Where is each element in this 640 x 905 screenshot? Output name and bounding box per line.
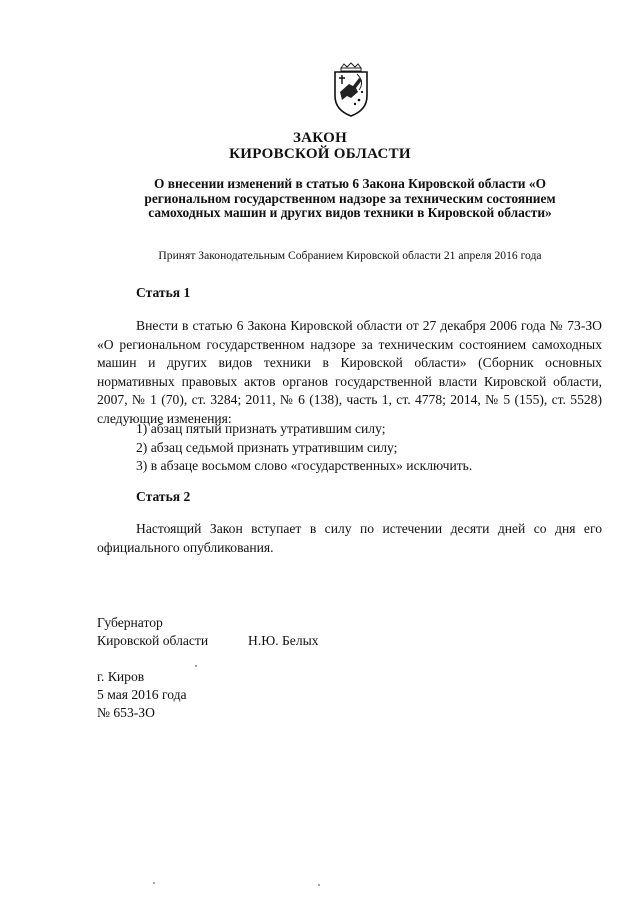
signing-city: г. Киров	[97, 669, 145, 684]
coat-of-arms-emblem	[329, 62, 373, 118]
article-1-text	[97, 317, 602, 428]
signing-date: 5 мая 2016 года	[97, 687, 187, 702]
document-title-line2: КИРОВСКОЙ ОБЛАСТИ	[229, 146, 411, 162]
article-2-body: Настоящий Закон вступает в силу по истечении десяти дней со дня его официального опубликования.	[97, 521, 602, 555]
signatory-position-line1: Губернатор	[97, 615, 163, 630]
list-item: 3) в абзаце восьмом слово «государственных» исключить.	[136, 458, 473, 473]
adoption-note: Принят Законодательным Собранием Кировской области 21 апреля 2016 года	[158, 249, 542, 262]
article-1-heading: Статья 1	[136, 285, 191, 300]
scan-speck	[195, 665, 197, 667]
article-2-heading: Статья 2	[136, 489, 191, 504]
list-item: 1) абзац пятый признать утратившим силу;	[136, 421, 386, 436]
article-1-items	[136, 420, 472, 476]
article-2-text	[97, 520, 602, 557]
scan-speck	[318, 884, 320, 886]
scan-speck	[153, 882, 155, 884]
signatory-name: Н.Ю. Белых	[248, 633, 319, 648]
law-number: № 653-ЗО	[97, 705, 155, 720]
law-subtitle: О внесении изменений в статью 6 Закона Кировской области «О региональном государственном надзоре за техническим состоянием самоходных машин и других видов техники в Кировской области»	[144, 176, 556, 220]
document-title-line1: ЗАКОН	[292, 130, 348, 146]
list-item: 2) абзац седьмой признать утратившим силу;	[136, 439, 398, 455]
signatory-position-line2: Кировской области	[97, 633, 209, 648]
article-1-intro: Внести в статью 6 Закона Кировской области от 27 декабря 2006 года № 73-ЗО «О региональном государственном надзоре за техническим состоянием самоходных машин и других видов техники в Кировской области» (Сборник основных нормативных правовых актов органов государственной власти Кировской области, 2007, № 1 (70), ст. 3284; 2011, № 6 (138), часть 1, ст. 4778; 2014, № 5 (155), ст. 5528) следующие изменения:	[97, 318, 602, 426]
coat-of-arms-icon	[329, 62, 373, 118]
